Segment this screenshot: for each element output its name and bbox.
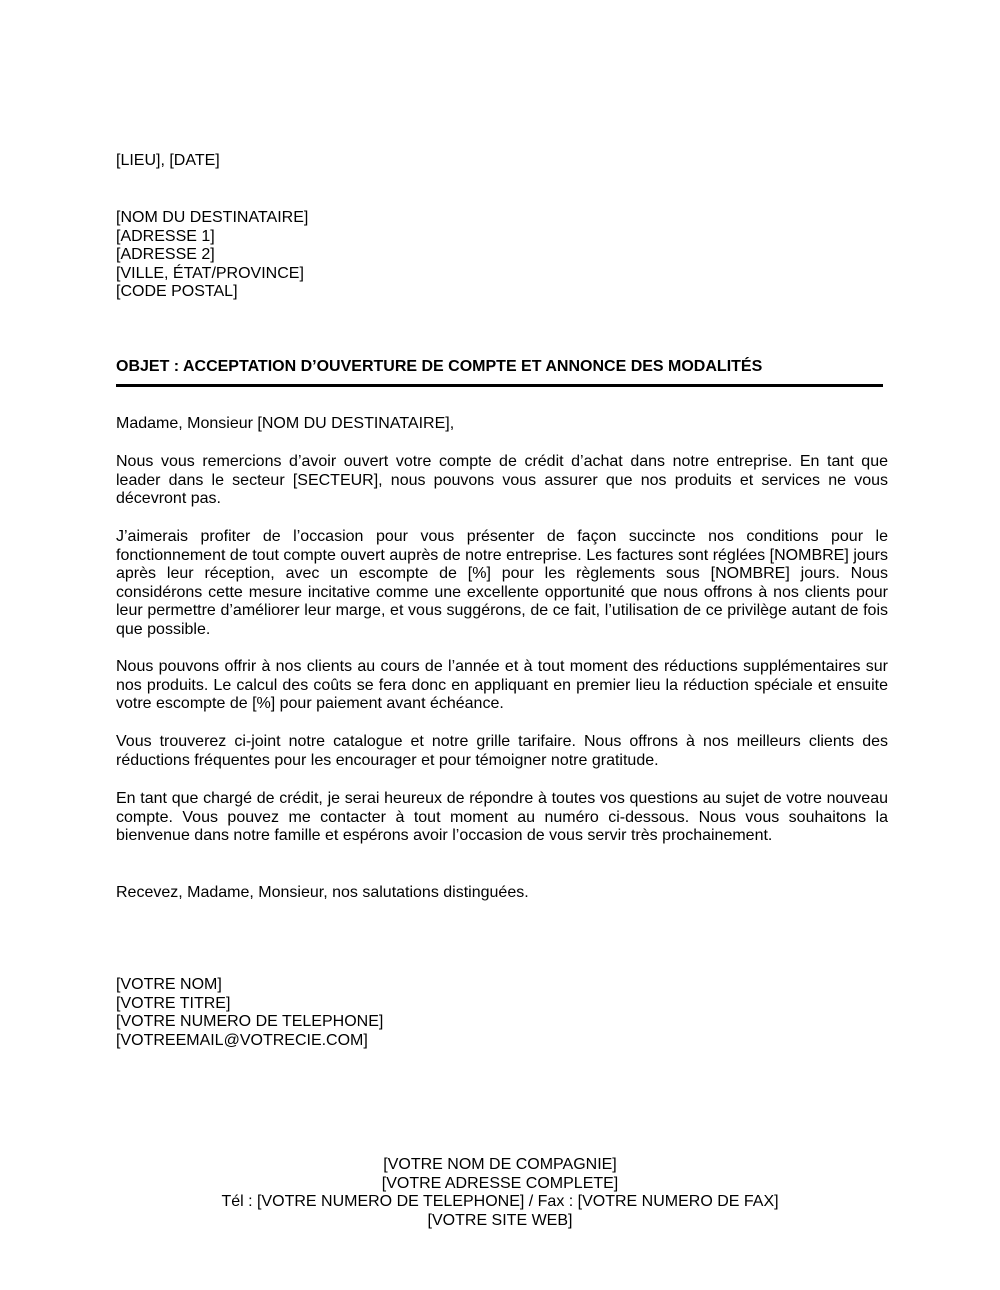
- body-paragraph-5: [116, 790, 888, 846]
- body-paragraph-1: [116, 453, 888, 509]
- body-paragraph-3: [116, 658, 888, 714]
- recipient-city: [VILLE, ÉTAT/PROVINCE]: [116, 264, 304, 282]
- recipient-address-1: [ADRESSE 1]: [116, 227, 215, 245]
- recipient-name: [NOM DU DESTINATAIRE]: [116, 209, 309, 226]
- body-paragraph-2: [116, 528, 888, 640]
- body-paragraph-4: [116, 733, 888, 770]
- paragraph-text: Vous trouverez ci-joint notre catalogue et notre grille tarifaire. Nous offrons à nos meilleurs clients des réductions fréquentes pour les encourager et pour témoigner notre gratitude.: [116, 733, 888, 769]
- paragraph-text: Nous vous remercions d’avoir ouvert votre compte de crédit d’achat dans notre entreprise. En tant que leader dans le secteur [SECTEUR], nous pouvons vous assurer que nos produits et services ne vous décevront pas.: [116, 453, 888, 508]
- paragraph-text: J’aimerais profiter de l’occasion pour vous présenter de façon succincte nos conditions pour le fonctionnement de tout compte ouvert auprès de notre entreprise. Les factures sont réglées [NOMBRE] jours après leur réception, avec un escompte de [%] pour les règlements sous [NOMBRE] jours. Nous considérons cette mesure incitative comme une excellente opportunité que nous offrons à nos clients pour leur permettre d’améliorer leur marge, et vous suggérons, de ce fait, l’utilisation de ce privilège autant de fois que possible.: [116, 528, 888, 638]
- signature-phone: [VOTRE NUMERO DE TELEPHONE]: [116, 1013, 384, 1031]
- recipient-address-2: [ADRESSE 2]: [116, 246, 215, 264]
- recipient-postal-code: [CODE POSTAL]: [116, 283, 238, 301]
- footer-company: [VOTRE NOM DE COMPAGNIE]: [383, 1156, 617, 1173]
- paragraph-text: Nous pouvons offrir à nos clients au cours de l’année et à tout moment des réductions supplémentaires sur nos produits. Le calcul des coûts se fera donc en appliquant en premier lieu la réduction spéciale et ensuite votre escompte de [%] pour paiement avant échéance.: [116, 658, 888, 713]
- place-date-text: [LIEU], [DATE]: [116, 152, 220, 169]
- salutation-text: Madame, Monsieur [NOM DU DESTINATAIRE],: [116, 415, 455, 432]
- signature-title: [VOTRE TITRE]: [116, 994, 231, 1012]
- subject-divider: [116, 384, 883, 387]
- signature-name: [VOTRE NOM]: [116, 976, 222, 993]
- recipient-address: [116, 209, 888, 302]
- signature-block: [116, 976, 888, 1050]
- signature-email: [VOTREEMAIL@VOTRECIE.COM]: [116, 1031, 368, 1049]
- closing: [116, 884, 888, 903]
- letterhead-footer: [0, 1156, 1000, 1230]
- footer-contact: Tél : [VOTRE NUMERO DE TELEPHONE] / Fax : [VOTRE NUMERO DE FAX]: [221, 1193, 779, 1211]
- salutation: [116, 415, 888, 434]
- closing-text: Recevez, Madame, Monsieur, nos salutations distinguées.: [116, 884, 529, 901]
- subject-line: OBJET : ACCEPTATION D’OUVERTURE DE COMPTE ET ANNONCE DES MODALITÉS: [116, 358, 763, 375]
- footer-address: [VOTRE ADRESSE COMPLETE]: [381, 1174, 619, 1192]
- place-date: [116, 152, 888, 171]
- footer-website: [VOTRE SITE WEB]: [427, 1211, 573, 1229]
- paragraph-text: En tant que chargé de crédit, je serai heureux de répondre à toutes vos questions au sujet de votre nouveau compte. Vous pouvez me contacter à tout moment au numéro ci-dessous. Nous vous souhaitons la bienvenue dans notre famille et espérons avoir l’occasion de vous servir très prochainement.: [116, 790, 888, 845]
